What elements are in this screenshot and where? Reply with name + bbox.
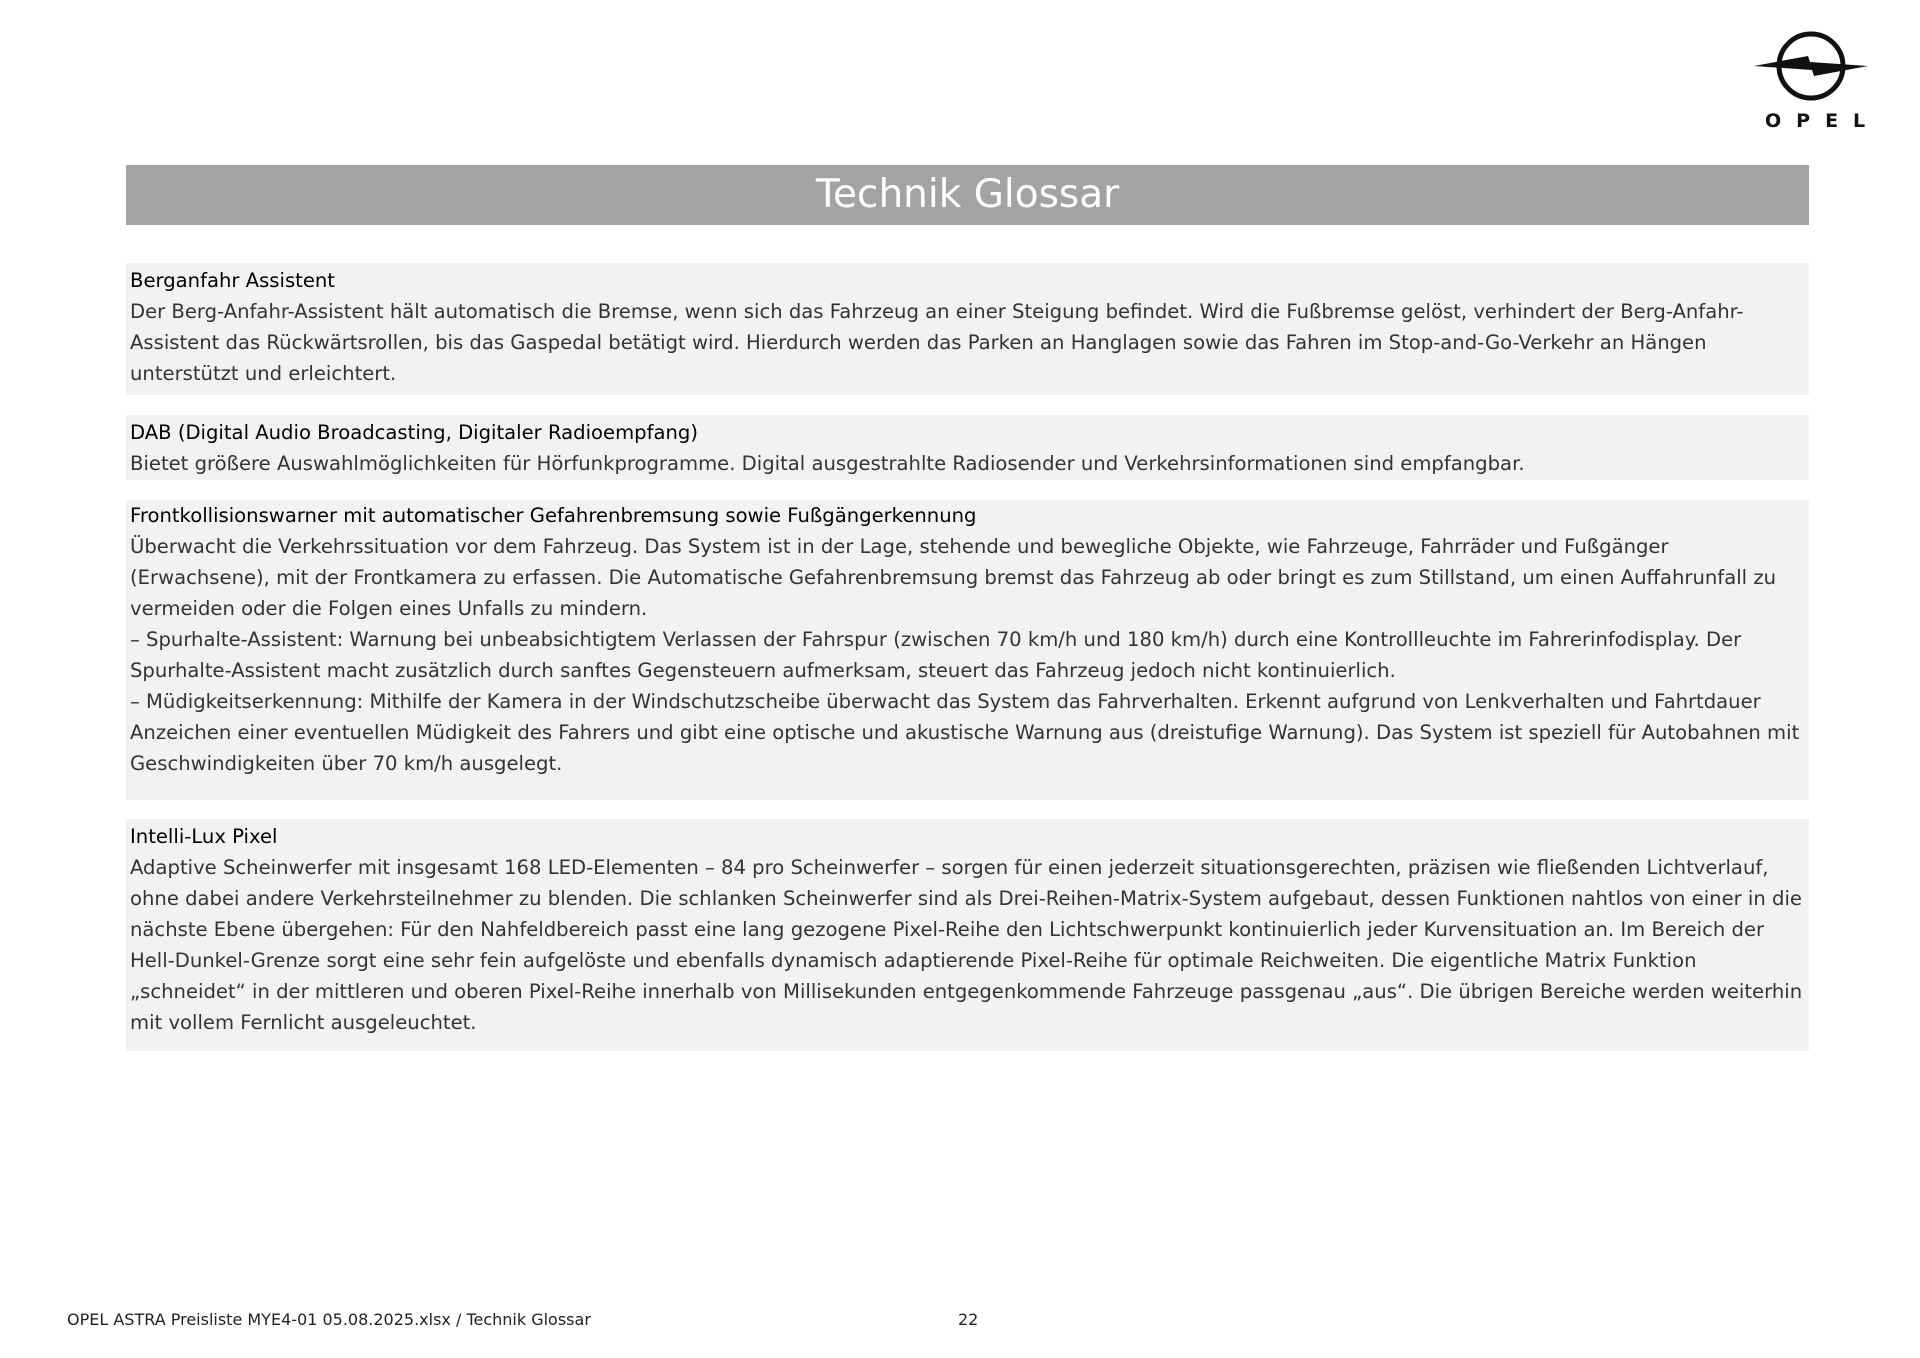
glossary-entry-berganfahr xyxy=(126,263,1809,395)
entry-body xyxy=(130,852,1805,1038)
opel-lightning-icon xyxy=(1750,30,1872,102)
logo-wordmark: OPEL xyxy=(1765,110,1881,132)
glossary-entry-dab xyxy=(126,415,1809,480)
glossary-entry-intelli-lux xyxy=(126,819,1809,1051)
glossary-entry-frontkollision xyxy=(126,500,1809,800)
entry-paragraph: Überwacht die Verkehrssituation vor dem Fahrzeug. Das System ist in der Lage, stehende und bewegliche Objekte, wie Fahrzeuge, Fahrräder und Fußgänger (Erwachsene), mit der Frontkamera zu erfassen. Die Automatische Gefahrenbremsung bremst das Fahrzeug ab oder bringt es zum Stillstand, um einen Auffahrunfall zu vermeiden oder die Folgen eines Unfalls zu mindern. xyxy=(130,535,1777,620)
entry-paragraph: Der Berg-Anfahr-Assistent hält automatisch die Bremse, wenn sich das Fahrzeug an einer Steigung befindet. Wird die Fußbremse gelöst, verhindert der Berg-Anfahr-Assistent das Rückwärtsrollen, bis das Gaspedal betätigt wird. Hierdurch werden das Parken an Hanglagen sowie das Fahren im Stop-and-Go-Verkehr an Hängen unterstützt und erleichtert. xyxy=(130,300,1744,385)
entry-paragraph: Adaptive Scheinwerfer mit insgesamt 168 LED-Elementen – 84 pro Scheinwerfer – sorgen für einen jederzeit situationsgerechten, präzisen wie fließenden Lichtverlauf, ohne dabei andere Verkehrsteilnehmer zu blenden. Die schlanken Scheinwerfer sind als Drei-Reihen-Matrix-System aufgebaut, dessen Funktionen nahtlos von einer in die nächste Ebene übergehen: Für den Nahfeldbereich passt eine lang gezogene Pixel-Reihe den Lichtschwerpunkt kontinuierlich jeder Kurvensituation an. Im Bereich der Hell-Dunkel-Grenze sorgt eine sehr fein aufgelöste und ebenfalls dynamisch adaptierende Pixel-Reihe für optimale Reichweiten. Die eigentliche Matrix Funktion „schneidet“ in der mittleren und oberen Pixel-Reihe innerhalb von Millisekunden entgegenkommende Fahrzeuge passgenau „aus“. Die übrigen Bereiche werden weiterhin mit vollem Fernlicht ausgeleuchtet. xyxy=(130,856,1803,1034)
footer-page-number: 22 xyxy=(958,1310,979,1329)
entry-body xyxy=(130,531,1805,779)
entry-title: DAB (Digital Audio Broadcasting, Digitaler Radioempfang) xyxy=(130,421,699,444)
entry-title: Berganfahr Assistent xyxy=(130,269,335,292)
entry-title: Frontkollisionswarner mit automatischer Gefahrenbremsung sowie Fußgängerkennung xyxy=(130,504,977,527)
footer-file-label: OPEL ASTRA Preisliste MYE4-01 05.08.2025.xlsx / Technik Glossar xyxy=(67,1310,591,1329)
entry-paragraph: – Spurhalte-Assistent: Warnung bei unbeabsichtigtem Verlassen der Fahrspur (zwischen 70 km/h und 180 km/h) durch eine Kontrollleuchte im Fahrerinfodisplay. Der Spurhalte-Assistent macht zusätzlich durch sanftes Gegensteuern aufmerksam, steuert das Fahrzeug jedoch nicht kontinuierlich. xyxy=(130,628,1742,682)
page-title: Technik Glossar xyxy=(126,165,1809,225)
entry-body xyxy=(130,448,1805,479)
entry-title: Intelli-Lux Pixel xyxy=(130,825,278,848)
entry-paragraph: – Müdigkeitserkennung: Mithilfe der Kamera in der Windschutzscheibe überwacht das System das Fahrverhalten. Erkennt aufgrund von Lenkverhalten und Fahrtdauer Anzeichen einer eventuellen Müdigkeit des Fahrers und gibt eine optische und akustische Warnung aus (dreistufige Warnung). Das System ist speziell für Autobahnen mit Geschwindigkeiten über 70 km/h ausgelegt. xyxy=(130,690,1800,775)
opel-logo xyxy=(1750,30,1881,135)
entry-paragraph: Bietet größere Auswahlmöglichkeiten für Hörfunkprogramme. Digital ausgestrahlte Radiosender und Verkehrsinformationen sind empfangbar. xyxy=(130,452,1525,475)
entry-body xyxy=(130,296,1805,389)
